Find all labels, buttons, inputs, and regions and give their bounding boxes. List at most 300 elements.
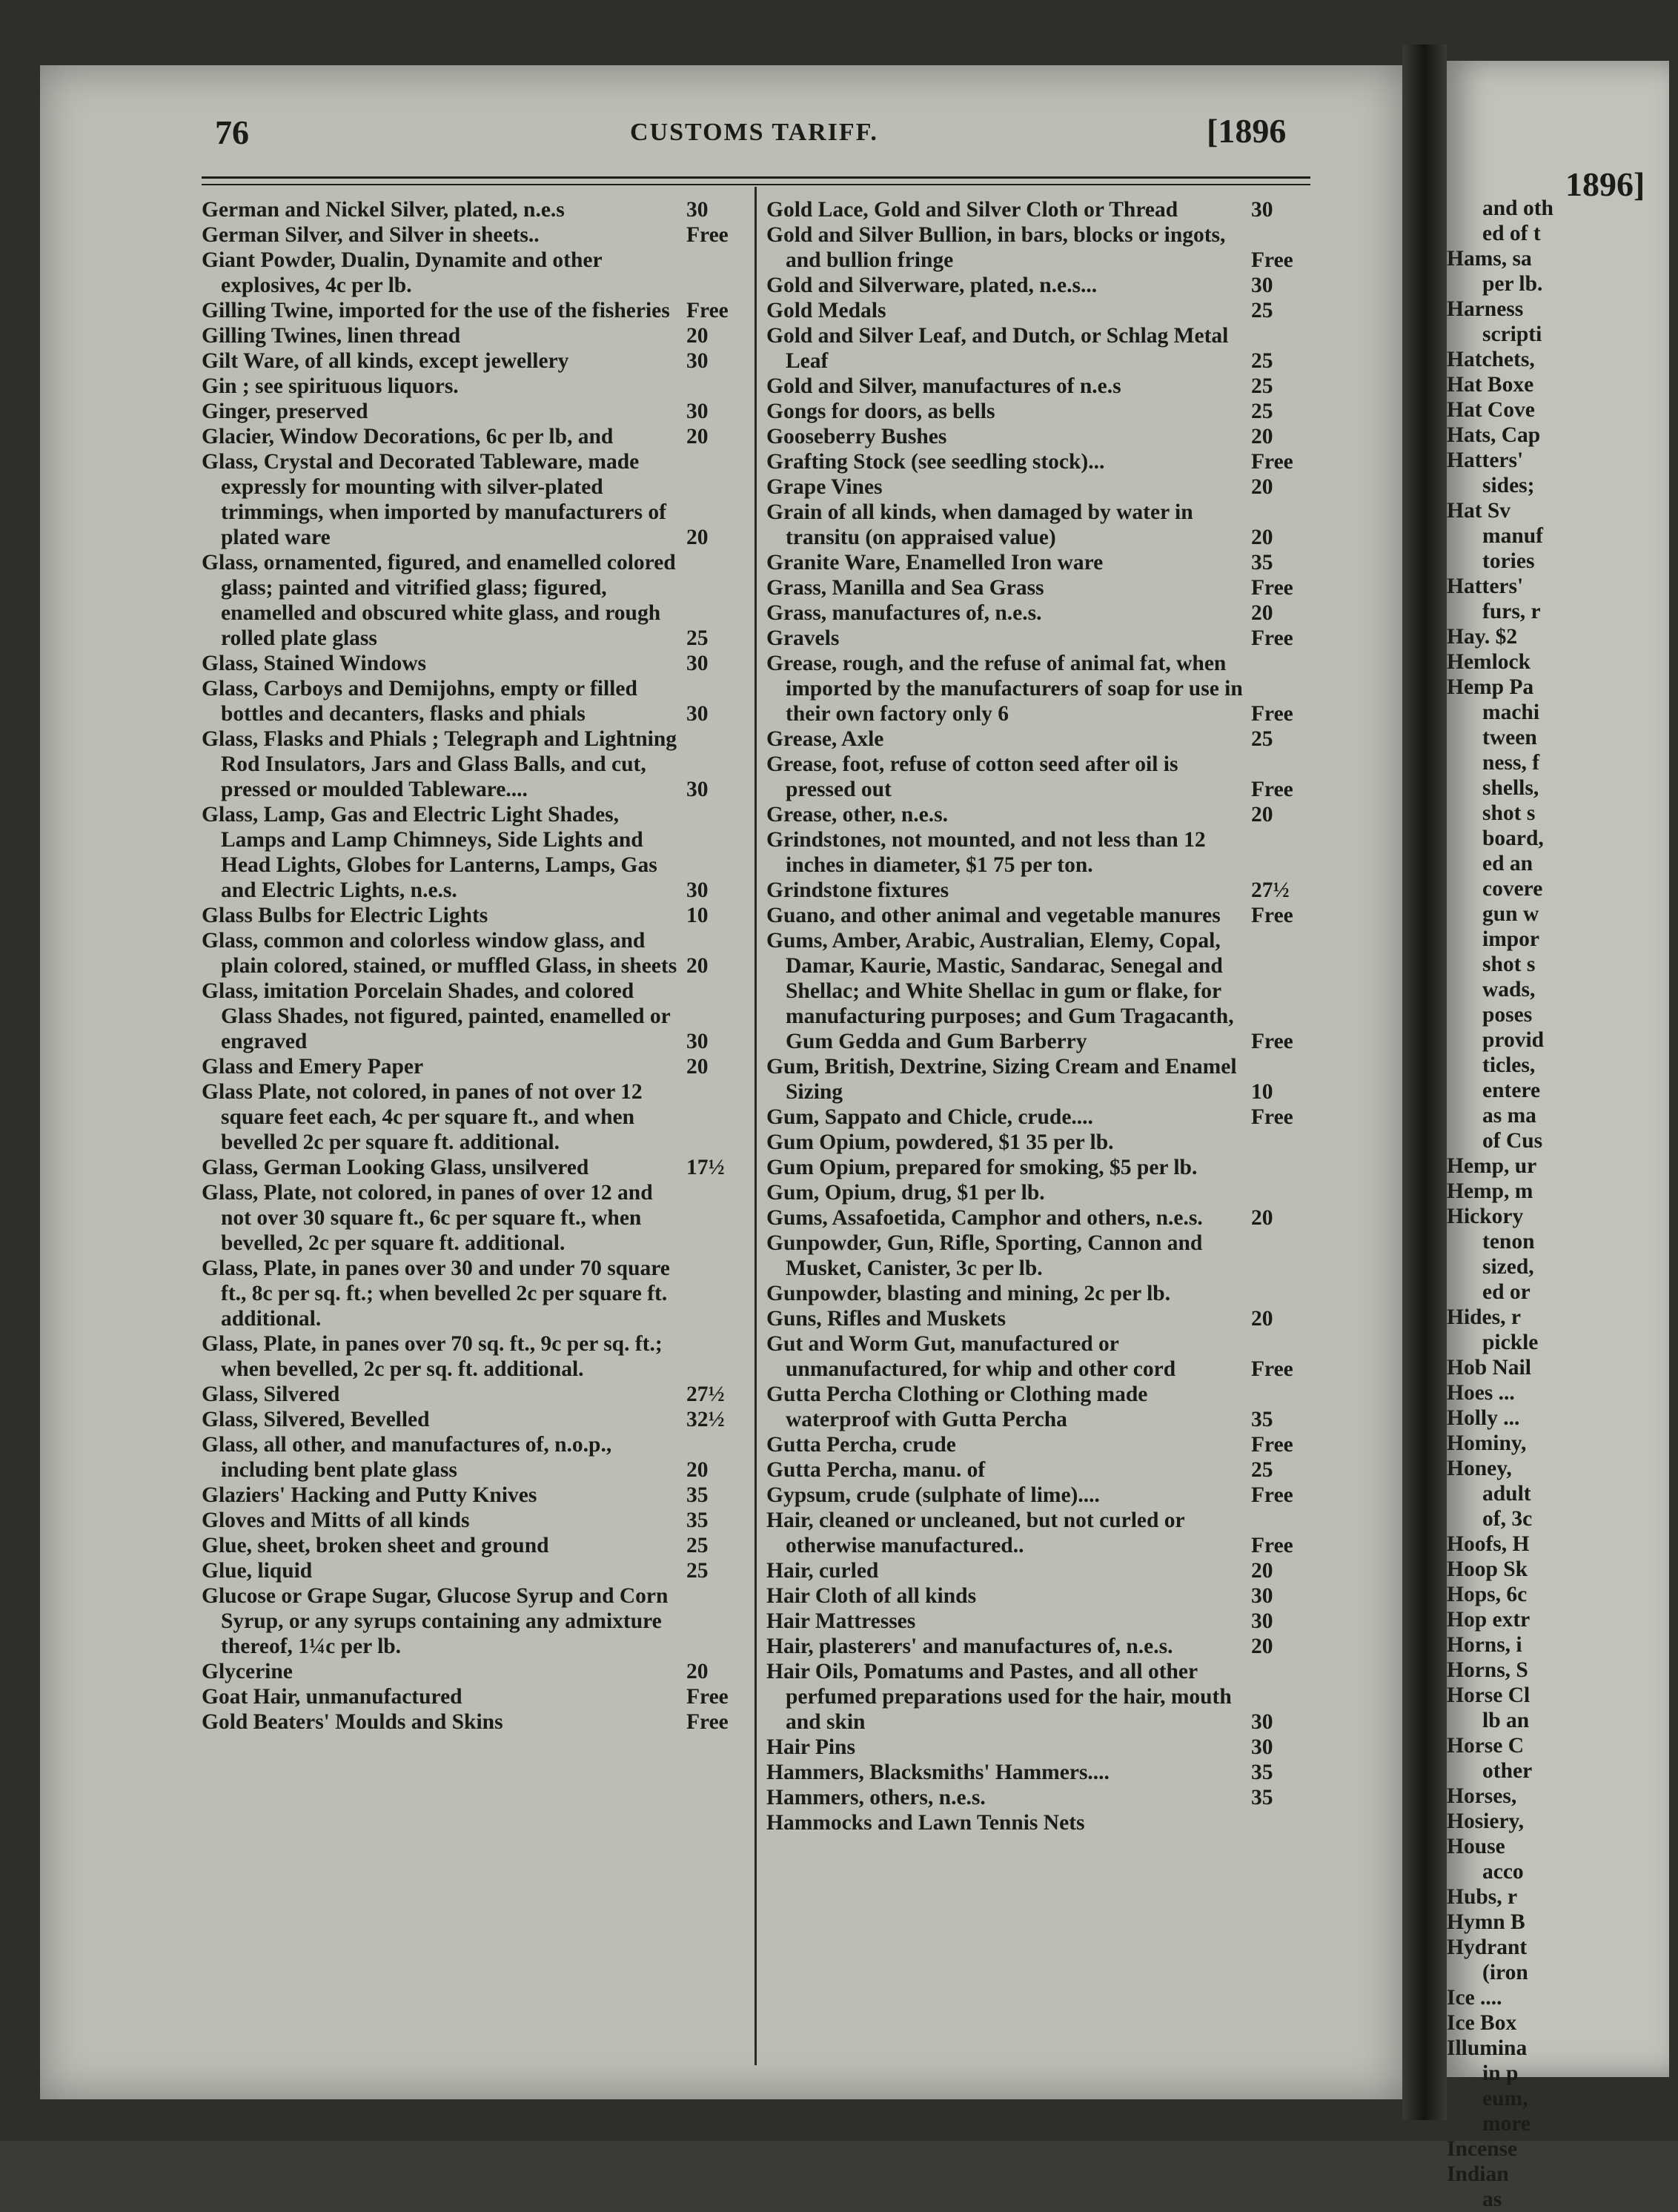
tariff-rate: 25	[1251, 299, 1273, 322]
tariff-rate: 30	[1251, 1584, 1273, 1608]
right-page-line: poses	[1482, 1003, 1533, 1027]
header-rule-bottom	[202, 184, 1310, 185]
tariff-entry	[766, 1382, 1315, 1432]
right-page-line: furs, r	[1482, 600, 1541, 623]
tariff-rate: 20	[1251, 1635, 1273, 1658]
tariff-rate: 30	[1251, 1735, 1273, 1759]
tariff-rate: 35	[1251, 1786, 1273, 1809]
right-page-line: gun w	[1482, 902, 1539, 926]
right-page-line: Hides, r	[1447, 1305, 1521, 1329]
tariff-entry	[766, 752, 1315, 802]
tariff-entry	[766, 1054, 1315, 1105]
tariff-rate: 30	[686, 878, 709, 902]
tariff-item: Gold and Silverware, plated, n.e.s...	[766, 274, 1098, 297]
tariff-rate: 35	[1251, 551, 1273, 574]
tariff-entry	[202, 449, 750, 550]
tariff-rate: 20	[686, 1458, 709, 1482]
tariff-item: Gums, Amber, Arabic, Australian, Elemy, Copal, Damar, Kaurie, Mastic, Sandarac, Senegal and Shellac; and White Shellac in gum or flake, for manufacturing purposes; and Gum Tragacanth, Gum Gedda and Gum Barberry	[766, 929, 1234, 1053]
tariff-item: Gold and Silver Bullion, in bars, blocks or ingots, and bullion fringe	[766, 223, 1226, 272]
tariff-item: Glass, Stained Windows	[202, 652, 427, 675]
tariff-rate: 35	[1251, 1408, 1273, 1431]
tariff-item: Gold Lace, Gold and Silver Cloth or Thread	[766, 198, 1178, 222]
tariff-entry	[766, 1634, 1315, 1659]
tariff-rate: 17½	[686, 1156, 725, 1179]
tariff-entry	[766, 1231, 1315, 1281]
tariff-rate: 20	[1251, 425, 1273, 448]
tariff-item: Glass, German Looking Glass, unsilvered	[202, 1156, 589, 1179]
tariff-item: Gum Opium, prepared for smoking, $5 per lb.	[766, 1156, 1198, 1179]
tariff-item: Gum Opium, powdered, $1 35 per lb.	[766, 1130, 1114, 1154]
tariff-item: Gums, Assafoetida, Camphor and others, n.e.s.	[766, 1206, 1203, 1230]
right-page-line: Hat Boxe	[1447, 373, 1534, 397]
right-page-line: Horses,	[1447, 1784, 1517, 1808]
right-page-line: Hemp Pa	[1447, 675, 1534, 699]
right-page-line: ticles,	[1482, 1053, 1536, 1077]
tariff-item: Glaziers' Hacking and Putty Knives	[202, 1483, 537, 1507]
tariff-rate: Free	[1251, 1357, 1293, 1381]
right-page-line: Hemp, m	[1447, 1179, 1533, 1203]
tariff-entry	[202, 802, 750, 903]
tariff-rate: 20	[1251, 601, 1273, 625]
tariff-rate: Free	[1251, 1105, 1293, 1129]
tariff-rate: 30	[1251, 198, 1273, 222]
tariff-entry	[766, 1659, 1315, 1735]
tariff-entry	[202, 399, 750, 424]
column-divider	[755, 187, 757, 2065]
tariff-rate: 25	[1251, 727, 1273, 751]
tariff-item: Grafting Stock (see seedling stock)...	[766, 450, 1105, 474]
tariff-item: Hammers, Blacksmiths' Hammers....	[766, 1761, 1110, 1784]
tariff-rate: 35	[1251, 1761, 1273, 1784]
tariff-rate: 20	[686, 526, 709, 549]
tariff-entry	[766, 1306, 1315, 1331]
tariff-rate: 20	[1251, 1559, 1273, 1583]
tariff-item: Grain of all kinds, when damaged by water in transitu (on appraised value)	[766, 500, 1193, 549]
tariff-item: Grass, manufactures of, n.e.s.	[766, 601, 1042, 625]
right-page-line: tories	[1482, 549, 1535, 573]
right-page-line: covere	[1482, 877, 1543, 901]
tariff-item: Gum, British, Dextrine, Sizing Cream and Enamel Sizing	[766, 1055, 1237, 1104]
tariff-rate: Free	[1251, 450, 1293, 474]
tariff-rate: 32½	[686, 1408, 725, 1431]
tariff-entry	[202, 1382, 750, 1407]
tariff-item: Gutta Percha, crude	[766, 1433, 956, 1457]
tariff-entry	[202, 1079, 750, 1155]
tariff-entry	[766, 1180, 1315, 1205]
tariff-item: Gum, Sappato and Chicle, crude....	[766, 1105, 1093, 1129]
right-page-line: (iron	[1482, 1961, 1528, 1984]
tariff-item: Glass, ornamented, figured, and enamelled colored glass; painted and vitrified glass; figured, enamelled and obscured white glass, and rough rolled plate glass	[202, 551, 676, 650]
right-page-line: Illumina	[1447, 2036, 1528, 2060]
tariff-rate: 30	[686, 1030, 709, 1053]
tariff-entry	[766, 1457, 1315, 1483]
tariff-rate: 30	[1251, 1710, 1273, 1734]
right-page-column	[1447, 196, 1669, 2212]
tariff-rate: 25	[1251, 400, 1273, 423]
tariff-item: Glucose or Grape Sugar, Glucose Syrup and Corn Syrup, or any syrups containing any admixture thereof, 1¼c per lb.	[202, 1584, 669, 1658]
tariff-entry	[202, 1558, 750, 1583]
page-year: [1896	[1207, 112, 1287, 150]
right-page-line: ed or	[1482, 1280, 1531, 1304]
tariff-entry	[766, 1483, 1315, 1508]
tariff-item: Glass Plate, not colored, in panes of not over 12 square feet each, 4c per square ft., and when bevelled 2c per square ft. additional.	[202, 1080, 643, 1154]
tariff-item: Glass, all other, and manufactures of, n.o.p., including bent plate glass	[202, 1433, 612, 1482]
tariff-rate: 25	[686, 1534, 709, 1557]
tariff-entry	[202, 248, 750, 298]
tariff-item: Gunpowder, blasting and mining, 2c per lb.	[766, 1282, 1171, 1305]
right-page-line: Horse Cl	[1447, 1683, 1531, 1707]
right-page	[1447, 61, 1669, 2211]
tariff-entry	[766, 399, 1315, 424]
tariff-rate: 30	[686, 198, 709, 222]
right-page-line: Horns, i	[1447, 1633, 1522, 1657]
right-page-line: Hubs, r	[1447, 1885, 1518, 1909]
right-page-line: entere	[1482, 1079, 1541, 1102]
tariff-item: Hair, plasterers' and manufactures of, n.e.s.	[766, 1635, 1173, 1658]
right-page-line: Hemlock	[1447, 650, 1531, 674]
right-page-line: as ma	[1482, 1104, 1536, 1127]
tariff-item: Glass and Emery Paper	[202, 1055, 424, 1079]
right-page-line: ed an	[1482, 852, 1533, 875]
right-page-line: Hat Cove	[1447, 398, 1535, 422]
right-page-line: Hemp, ur	[1447, 1154, 1537, 1178]
tariff-item: Hammocks and Lawn Tennis Nets	[766, 1811, 1085, 1835]
tariff-item: Glass, Carboys and Demijohns, empty or filled bottles and decanters, flasks and phials	[202, 677, 637, 726]
tariff-item: Grease, Axle	[766, 727, 884, 751]
tariff-item: Glass, Flasks and Phials ; Telegraph and Lightning Rod Insulators, Jars and Glass Balls, and cut, pressed or moulded Tableware....	[202, 727, 677, 801]
right-page-line: board,	[1482, 827, 1544, 850]
tariff-entry	[766, 449, 1315, 474]
right-page-line: as	[1482, 2188, 1502, 2211]
tariff-rate: Free	[1251, 1030, 1293, 1053]
tariff-entry	[202, 903, 750, 928]
tariff-item: Gold Beaters' Moulds and Skins	[202, 1710, 503, 1734]
tariff-item: Hair, curled	[766, 1559, 879, 1583]
middle-tariff-column	[766, 197, 1315, 1835]
right-page-line: shells,	[1482, 776, 1539, 800]
right-page-line: Holly ...	[1447, 1406, 1520, 1430]
tariff-entry	[202, 1684, 750, 1709]
right-page-line: more	[1482, 2112, 1531, 2136]
tariff-rate: 20	[686, 324, 709, 348]
tariff-entry	[766, 374, 1315, 399]
tariff-entry	[766, 903, 1315, 928]
tariff-entry	[766, 600, 1315, 626]
right-page-line: shot s	[1482, 953, 1536, 976]
page-title: CUSTOMS TARIFF.	[630, 119, 878, 146]
right-page-line: provid	[1482, 1028, 1545, 1052]
tariff-item: Gold and Silver Leaf, and Dutch, or Schlag Metal Leaf	[766, 324, 1229, 373]
tariff-entry	[202, 222, 750, 248]
right-page-line: Hatchets,	[1447, 348, 1535, 371]
tariff-rate: 27½	[686, 1382, 725, 1406]
tariff-rate: 30	[686, 349, 709, 373]
tariff-entry	[202, 928, 750, 978]
tariff-rate: Free	[686, 1710, 729, 1734]
tariff-rate: 25	[1251, 1458, 1273, 1482]
tariff-rate: 20	[1251, 1206, 1273, 1230]
right-page-line: pickle	[1482, 1331, 1539, 1354]
right-page-line: Hay. $2	[1447, 625, 1518, 649]
tariff-item: Glycerine	[202, 1660, 293, 1683]
tariff-rate: Free	[1251, 1534, 1293, 1557]
tariff-rate: 30	[686, 400, 709, 423]
tariff-item: Gilt Ware, of all kinds, except jewellery	[202, 349, 569, 373]
tariff-rate: 30	[686, 652, 709, 675]
tariff-rate: 30	[686, 702, 709, 726]
right-page-line: Hats, Cap	[1447, 423, 1541, 447]
right-page-line: Hatters'	[1447, 448, 1524, 472]
tariff-rate: Free	[686, 1685, 729, 1709]
tariff-entry	[202, 348, 750, 374]
right-page-line: in p	[1482, 2062, 1519, 2085]
tariff-rate: 30	[686, 778, 709, 801]
tariff-rate: 27½	[1251, 878, 1290, 902]
tariff-rate: Free	[1251, 248, 1293, 272]
tariff-rate: 10	[1251, 1080, 1273, 1104]
tariff-item: Gutta Percha, manu. of	[766, 1458, 986, 1482]
tariff-rate: Free	[686, 223, 729, 247]
tariff-rate: 20	[686, 1660, 709, 1683]
tariff-item: Glass, Crystal and Decorated Tableware, made expressly for mounting with silver-plated trimmings, when imported by manufacturers of plated ware	[202, 450, 666, 549]
tariff-rate: Free	[1251, 1483, 1293, 1507]
right-page-line: Ice ....	[1447, 1986, 1502, 2010]
right-page-line: Hydrant	[1447, 1936, 1528, 1959]
tariff-item: Gutta Percha Clothing or Clothing made waterproof with Gutta Percha	[766, 1382, 1148, 1431]
right-page-line: Hams, sa	[1447, 247, 1532, 271]
tariff-item: Hair Pins	[766, 1735, 855, 1759]
tariff-rate: 35	[686, 1509, 709, 1532]
tariff-entry	[766, 1155, 1315, 1180]
header-rule-top	[202, 176, 1310, 179]
tariff-item: Hair Cloth of all kinds	[766, 1584, 977, 1608]
tariff-entry	[202, 1256, 750, 1331]
right-page-line: sized,	[1482, 1255, 1534, 1279]
right-page-line: of, 3c	[1482, 1507, 1533, 1531]
tariff-item: Glass, Plate, in panes over 30 and under 70 square ft., 8c per sq. ft.; when bevelled 2c per square ft. additional.	[202, 1256, 670, 1331]
tariff-item: Gilling Twine, imported for the use of the fisheries	[202, 299, 670, 322]
tariff-item: Hammers, others, n.e.s.	[766, 1786, 986, 1809]
tariff-item: Grindstone fixtures	[766, 878, 949, 902]
tariff-item: German and Nickel Silver, plated, n.e.s	[202, 198, 565, 222]
tariff-item: Grindstones, not mounted, and not less than 12 inches in diameter, $1 75 per ton.	[766, 828, 1206, 877]
right-page-line: Horns, S	[1447, 1658, 1528, 1682]
tariff-item: Guano, and other animal and vegetable manures	[766, 904, 1221, 927]
right-page-line: Hickory	[1447, 1205, 1524, 1228]
tariff-rate: Free	[1251, 576, 1293, 600]
tariff-item: Hair Mattresses	[766, 1609, 916, 1633]
right-page-line: of Cus	[1482, 1129, 1543, 1153]
tariff-item: Gin ; see spirituous liquors.	[202, 374, 459, 398]
tariff-entry	[202, 1432, 750, 1483]
tariff-entry	[766, 500, 1315, 550]
tariff-entry	[202, 1533, 750, 1558]
tariff-entry	[202, 374, 750, 399]
tariff-item: Glass, Silvered, Bevelled	[202, 1408, 430, 1431]
tariff-rate: Free	[1251, 778, 1293, 801]
tariff-entry	[766, 1432, 1315, 1457]
tariff-entry	[766, 928, 1315, 1054]
tariff-rate: 20	[1251, 475, 1273, 499]
tariff-entry	[202, 1483, 750, 1508]
tariff-item: Glass, Silvered	[202, 1382, 340, 1406]
tariff-rate: Free	[1251, 702, 1293, 726]
right-page-line: tenon	[1482, 1230, 1535, 1254]
right-page-line: Hominy,	[1447, 1431, 1527, 1455]
tariff-entry	[202, 676, 750, 726]
tariff-entry	[766, 1760, 1315, 1785]
right-page-line: Indian	[1447, 2162, 1509, 2186]
right-page-line: per lb.	[1482, 272, 1543, 296]
tariff-entry	[766, 474, 1315, 500]
tariff-entry	[202, 651, 750, 676]
right-page-line: Incense	[1447, 2137, 1518, 2161]
book-gutter	[1402, 44, 1447, 2120]
tariff-item: Grass, Manilla and Sea Grass	[766, 576, 1044, 600]
right-page-line: shot s	[1482, 801, 1536, 825]
right-page-line: scripti	[1482, 322, 1542, 346]
tariff-entry	[766, 1735, 1315, 1760]
tariff-rate: 20	[686, 425, 709, 448]
tariff-rate: 20	[1251, 1307, 1273, 1331]
tariff-entry	[202, 726, 750, 802]
tariff-entry	[202, 550, 750, 651]
right-page-line: House	[1447, 1835, 1505, 1858]
tariff-entry	[202, 1407, 750, 1432]
tariff-item: Glass Bulbs for Electric Lights	[202, 904, 488, 927]
tariff-entry	[766, 1281, 1315, 1306]
right-page-line: eum,	[1482, 2087, 1528, 2110]
tariff-entry	[766, 651, 1315, 726]
right-page-line: Honey,	[1447, 1457, 1512, 1480]
right-page-line: impor	[1482, 927, 1540, 951]
tariff-entry	[766, 1609, 1315, 1634]
tariff-item: Ginger, preserved	[202, 400, 368, 423]
tariff-item: Glass, Lamp, Gas and Electric Light Shades, Lamps and Lamp Chimneys, Side Lights and Head Lights, Globes for Lanterns, Lamps, Gas and Electric Lights, n.e.s.	[202, 803, 657, 902]
tariff-entry	[766, 1331, 1315, 1382]
tariff-rate: 10	[686, 904, 709, 927]
tariff-entry	[202, 298, 750, 323]
right-page-line: other	[1482, 1759, 1533, 1783]
right-page-line: Hop extr	[1447, 1608, 1531, 1632]
tariff-item: Gooseberry Bushes	[766, 425, 947, 448]
tariff-entry	[766, 298, 1315, 323]
tariff-entry	[766, 1508, 1315, 1558]
tariff-item: Goat Hair, unmanufactured	[202, 1685, 462, 1709]
right-page-line: Ice Box	[1447, 2011, 1517, 2035]
tariff-item: Gravels	[766, 626, 840, 650]
tariff-entry	[202, 1180, 750, 1256]
tariff-entry	[202, 978, 750, 1054]
tariff-item: Gongs for doors, as bells	[766, 400, 995, 423]
tariff-item: Glacier, Window Decorations, 6c per lb, and	[202, 425, 614, 448]
right-page-line: Hoop Sk	[1447, 1557, 1528, 1581]
right-page-line: sides;	[1482, 474, 1535, 497]
tariff-item: Hair Oils, Pomatums and Pastes, and all other perfumed preparations used for the hair, mouth and skin	[766, 1660, 1232, 1734]
right-page-line: Hoofs, H	[1447, 1532, 1530, 1556]
tariff-item: Glass, Plate, not colored, in panes of over 12 and not over 30 square ft., 6c per square ft., when bevelled, 2c per square ft. additional.	[202, 1181, 653, 1255]
tariff-item: Gut and Worm Gut, manufactured or unmanufactured, for whip and other cord	[766, 1332, 1176, 1381]
tariff-item: Grape Vines	[766, 475, 883, 499]
right-page-line: adult	[1482, 1482, 1531, 1506]
tariff-rate: 30	[1251, 1609, 1273, 1633]
tariff-entry	[766, 1130, 1315, 1155]
right-page-line: manuf	[1482, 524, 1543, 548]
right-page-line: Hosiery,	[1447, 1809, 1525, 1833]
right-page-line: acco	[1482, 1860, 1524, 1884]
tariff-item: Glue, sheet, broken sheet and ground	[202, 1534, 549, 1557]
right-page-line: Hat Sv	[1447, 499, 1511, 523]
tariff-item: Grease, rough, and the refuse of animal fat, when imported by the manufacturers of soap for use in their own factory only 6	[766, 652, 1243, 726]
right-page-line: lb an	[1482, 1709, 1530, 1732]
tariff-rate: Free	[686, 299, 729, 322]
right-page-line: machi	[1482, 701, 1540, 724]
right-page-line: Hymn B	[1447, 1910, 1525, 1934]
tariff-entry	[202, 1155, 750, 1180]
right-page-line: wads,	[1482, 978, 1536, 1001]
tariff-item: Hair, cleaned or uncleaned, but not curled or otherwise manufactured..	[766, 1509, 1185, 1557]
tariff-entry	[766, 1558, 1315, 1583]
tariff-item: Gilling Twines, linen thread	[202, 324, 461, 348]
right-page-line: Harness	[1447, 297, 1524, 321]
tariff-rate: 20	[686, 1055, 709, 1079]
left-tariff-column	[202, 197, 750, 1735]
tariff-rate: Free	[1251, 1433, 1293, 1457]
tariff-entry	[766, 1205, 1315, 1231]
tariff-entry	[766, 323, 1315, 374]
tariff-entry	[202, 323, 750, 348]
tariff-entry	[202, 424, 750, 449]
tariff-item: Glass, Plate, in panes over 70 sq. ft., 9c per sq. ft.; when bevelled, 2c per sq. ft. additional.	[202, 1332, 663, 1381]
tariff-entry	[766, 550, 1315, 575]
tariff-entry	[766, 424, 1315, 449]
tariff-item: Gum, Opium, drug, $1 per lb.	[766, 1181, 1045, 1205]
tariff-entry	[766, 726, 1315, 752]
right-page-line: Hops, 6c	[1447, 1583, 1528, 1606]
tariff-rate: 30	[1251, 274, 1273, 297]
tariff-rate: 35	[686, 1483, 709, 1507]
right-page-header: 1896]	[1565, 165, 1645, 203]
tariff-rate: 25	[1251, 349, 1273, 373]
tariff-item: Gold and Silver, manufactures of n.e.s	[766, 374, 1121, 398]
tariff-rate: 25	[686, 1559, 709, 1583]
tariff-rate: Free	[1251, 626, 1293, 650]
tariff-item: Glue, liquid	[202, 1559, 313, 1583]
tariff-entry	[766, 273, 1315, 298]
tariff-entry	[202, 1659, 750, 1684]
tariff-entry	[766, 878, 1315, 903]
tariff-entry	[202, 1331, 750, 1382]
tariff-item: Gunpowder, Gun, Rifle, Sporting, Cannon and Musket, Canister, 3c per lb.	[766, 1231, 1203, 1280]
right-page-line: and oth	[1482, 196, 1553, 220]
tariff-item: Giant Powder, Dualin, Dynamite and other explosives, 4c per lb.	[202, 248, 603, 297]
tariff-entry	[202, 1583, 750, 1659]
tariff-rate: 25	[1251, 374, 1273, 398]
right-page-line: ness, f	[1482, 751, 1540, 775]
tariff-item: Gold Medals	[766, 299, 886, 322]
tariff-entry	[766, 1785, 1315, 1810]
tariff-entry	[766, 222, 1315, 273]
tariff-entry	[766, 626, 1315, 651]
tariff-entry	[202, 1054, 750, 1079]
tariff-entry	[202, 1508, 750, 1533]
tariff-rate: 20	[686, 954, 709, 978]
tariff-entry	[766, 802, 1315, 827]
right-page-line: tween	[1482, 726, 1537, 749]
tariff-entry	[766, 1810, 1315, 1835]
tariff-item: Grease, foot, refuse of cotton seed after oil is pressed out	[766, 752, 1178, 801]
tariff-item: Glass, imitation Porcelain Shades, and colored Glass Shades, not figured, painted, enamelled or engraved	[202, 979, 671, 1053]
